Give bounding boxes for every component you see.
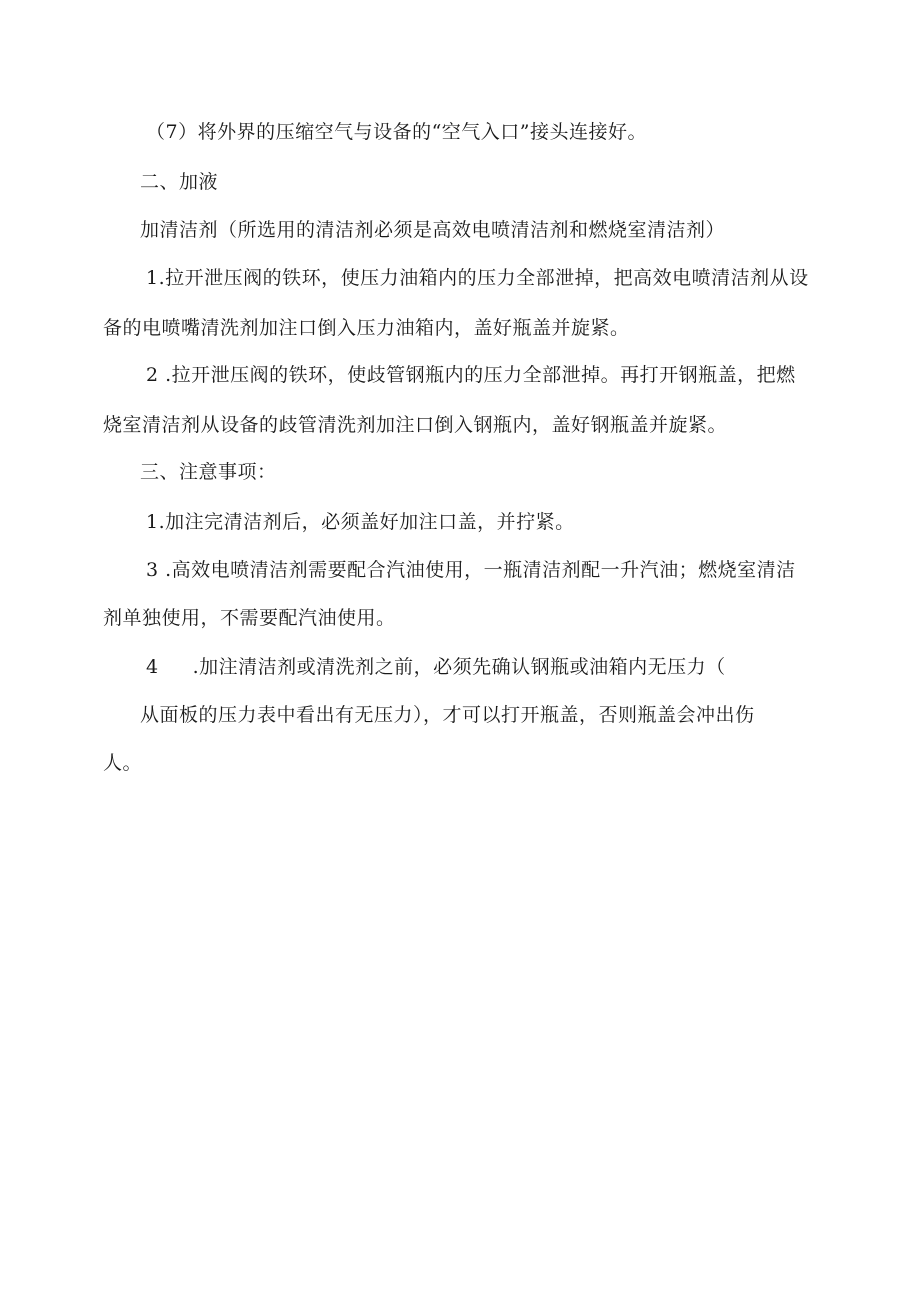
note-4-text: .加注清洁剂或清洗剂之前，必须先确认钢瓶或油箱内无压力（ [192, 656, 726, 678]
note-4-line-3: 人。 [103, 752, 143, 774]
section-2-heading: 二、加液 [140, 171, 219, 193]
note-4-line-1 [146, 655, 726, 679]
note-3-line-1: 3 .高效电喷清洁剂需要配合汽油使用，一瓶清洁剂配一升汽油；燃烧室清洁 [146, 559, 796, 581]
note-4-line-2: 从面板的压力表中看出有无压力），才可以打开瓶盖，否则瓶盖会冲出伤 [140, 704, 755, 726]
note-3-line-2: 剂单独使用，不需要配汽油使用。 [103, 607, 396, 629]
item-2-line-1: 2 .拉开泄压阀的铁环，使歧管钢瓶内的压力全部泄掉。再打开钢瓶盖，把燃 [146, 364, 796, 386]
section-3-heading: 三、注意事项： [140, 461, 277, 483]
note-1-text: 1.加注完清洁剂后，必须盖好加注口盖，并拧紧。 [146, 511, 575, 533]
note-4-number: 4 [146, 656, 159, 678]
item-1-line-1: 1.拉开泄压阀的铁环，使压力油箱内的压力全部泄掉，把高效电喷清洁剂从设 [146, 267, 809, 289]
section-2-intro: 加清洁剂（所选用的清洁剂必须是高效电喷清洁剂和燃烧室清洁剂） [140, 219, 726, 241]
item-1-line-2: 备的电喷嘴清洗剂加注口倒入压力油箱内，盖好瓶盖并旋紧。 [103, 317, 630, 339]
step-7-text: （7）将外界的压缩空气与设备的“空气入口”接头连接好。 [146, 121, 648, 143]
item-2-line-2: 烧室清洁剂从设备的歧管清洗剂加注口倒入钢瓶内，盖好钢瓶盖并旋紧。 [103, 414, 728, 436]
